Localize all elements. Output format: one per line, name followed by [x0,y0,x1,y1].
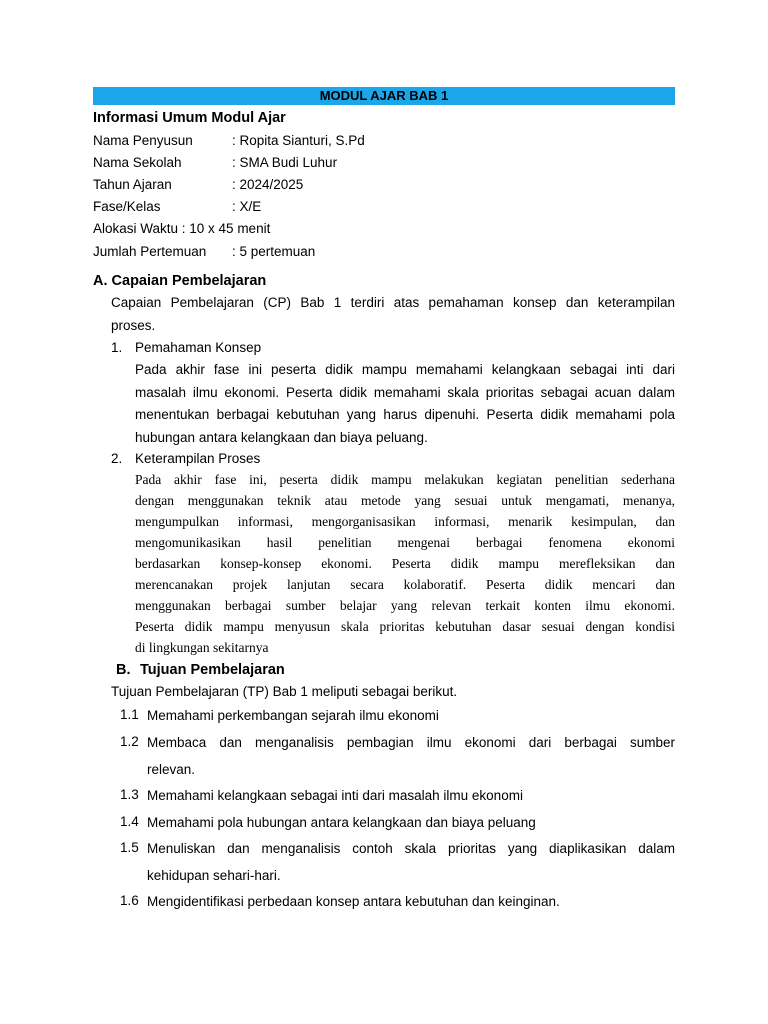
text-line: mengumpulkan informasi, mengorganisasikan informasi, menarik kesimpulan, dan [135,514,675,529]
alokasi-waktu: Alokasi Waktu : 10 x 45 menit [93,221,271,236]
text-line: hubungan antara kelangkaan dan biaya peluang. [135,429,428,445]
list-number: 1.1 [120,707,139,722]
text-line: merencanakan projek lanjutan secara kolaboratif. Peserta didik mencari dan [135,577,675,592]
text-line: masalah ilmu ekonomi. Peserta didik memahami skala prioritas sebagai acuan dalam [135,384,675,400]
module-title: MODUL AJAR BAB 1 [93,87,675,105]
info-label: Fase/Kelas [93,199,161,214]
text-line: di lingkungan sekitarnya [135,640,269,655]
info-label: Tahun Ajaran [93,177,172,192]
text-line: Memahami kelangkaan sebagai inti dari masalah ilmu ekonomi [147,788,523,803]
info-value: : Ropita Sianturi, S.Pd [232,133,365,148]
text-line: Peserta didik mampu menyusun skala prioritas kebutuhan dasar sesuai dengan kondisi [135,619,675,634]
list-number: 1.4 [120,814,139,829]
item-title: Keterampilan Proses [135,451,261,466]
text-line: kehidupan sehari-hari. [147,868,281,883]
text-line: mengomunikasikan hasil penelitian mengenai berbagai fenomena ekonomi [135,535,675,550]
section-a-intro [111,292,675,337]
info-value: : 5 pertemuan [232,244,316,259]
text-line: Capaian Pembelajaran (CP) Bab 1 terdiri atas pemahaman konsep dan keterampilan [111,295,675,310]
section-b-intro: Tujuan Pembelajaran (TP) Bab 1 meliputi sebagai berikut. [111,684,458,699]
list-number: 1. [111,340,123,355]
item-title: Pemahaman Konsep [135,340,262,355]
list-number: 1.2 [120,734,139,749]
info-heading: Informasi Umum Modul Ajar [93,110,286,126]
section-a-heading: A. Capaian Pembelajaran [93,273,267,289]
info-value: : SMA Budi Luhur [232,155,338,170]
list-number: 1.5 [120,840,139,855]
text-line: menggunakan berbagai sumber belajar yang relevan terkait konten ilmu ekonomi. [135,598,675,613]
item-paragraph [135,469,675,658]
text-line: Pada akhir fase ini, peserta didik mampu melakukan kegiatan penelitian sederhana [135,472,675,487]
text-line: Memahami pola hubungan antara kelangkaan dan biaya peluang [147,815,536,830]
section-b-heading: Tujuan Pembelajaran [140,662,285,678]
text-line: Menuliskan dan menganalisis contoh skala prioritas yang diaplikasikan dalam [147,841,675,856]
text-line: dengan menggunakan teknik atau metode yang sesuai untuk mengamati, menanya, [135,493,675,508]
text-line: Pada akhir fase ini peserta didik mampu memahami kelangkaan sebagai inti dari [135,362,675,377]
info-value: : 2024/2025 [232,177,304,192]
info-label: Nama Sekolah [93,155,182,170]
section-b-letter: B. [116,662,131,678]
list-number: 1.6 [120,893,139,908]
info-label: Nama Penyusun [93,133,193,148]
list-number: 2. [111,451,123,466]
text-line: Mengidentifikasi perbedaan konsep antara kebutuhan dan keinginan. [147,894,560,909]
info-label: Jumlah Pertemuan [93,244,207,259]
item-paragraph [135,359,675,449]
text-line: proses. [111,317,156,333]
list-number: 1.3 [120,787,139,802]
text-line: Memahami perkembangan sejarah ilmu ekonomi [147,708,439,723]
text-line: menentukan berbagai kebutuhan yang harus dipenuhi. Peserta didik memahami pola [135,407,675,422]
text-line: berdasarkan konsep-konsep ekonomi. Peserta didik mampu merefleksikan dan [135,556,675,571]
text-line: relevan. [147,762,196,777]
text-line: Membaca dan menganalisis pembagian ilmu ekonomi dari berbagai sumber [147,735,675,750]
info-value: : X/E [232,199,262,214]
